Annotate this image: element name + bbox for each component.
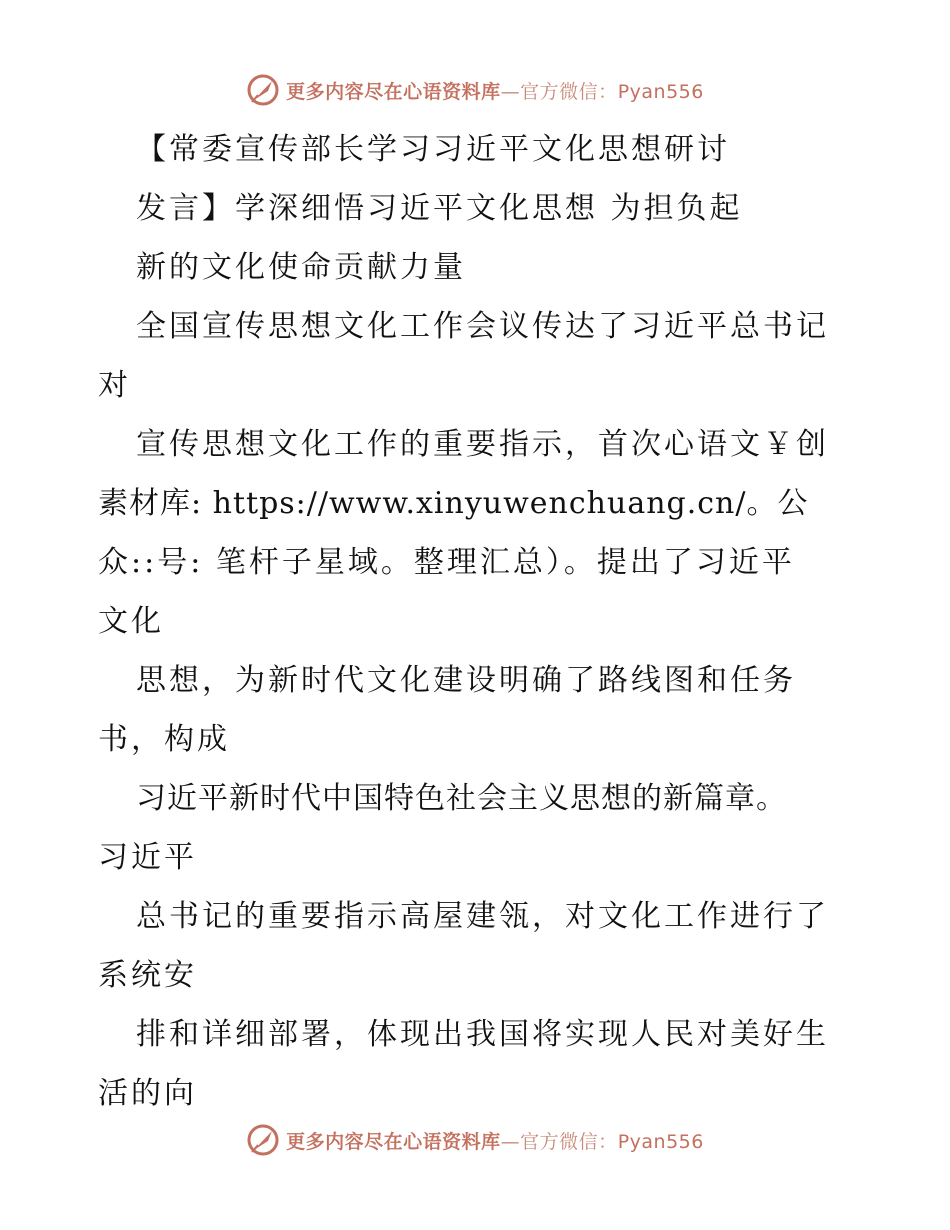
header-banner-text bbox=[286, 77, 704, 104]
paragraph-line: 书，构成 bbox=[98, 722, 230, 757]
title-line: 【常委宣传部长学习习近平文化思想研讨 bbox=[136, 132, 730, 167]
document-body bbox=[98, 120, 868, 1123]
header-wechat-label: 官方微信： bbox=[520, 80, 618, 103]
footer-banner bbox=[0, 1120, 950, 1160]
footer-site-text: 更多内容尽在心语资料库 bbox=[286, 1130, 501, 1153]
paragraph-line: 思想，为新时代文化建设明确了路线图和任务 bbox=[136, 663, 796, 698]
paragraph-line: 全国宣传思想文化工作会议传达了习近平总书记 bbox=[136, 309, 829, 344]
header-dash: — bbox=[500, 80, 521, 103]
paragraph-line: 宣传思想文化工作的重要指示，首次心语文￥创 bbox=[136, 427, 829, 462]
footer-wechat-id: Pyan556 bbox=[617, 1130, 704, 1153]
paragraph-line: 素材库: https://www.xinyuwenchuang.cn/。公 bbox=[98, 486, 809, 521]
quill-logo-icon bbox=[246, 73, 280, 107]
paragraph-line: 总书记的重要指示高屋建瓴，对文化工作进行了 bbox=[136, 899, 829, 934]
header-banner bbox=[0, 70, 950, 110]
paragraph-line: 习近平 bbox=[98, 840, 197, 875]
footer-dash: — bbox=[500, 1130, 521, 1153]
paragraph-line: 众::号: 笔杆子星域。整理汇总）。提出了习近平 bbox=[98, 545, 795, 580]
paragraph-line: 活的向 bbox=[98, 1076, 197, 1111]
paragraph-line: 系统安 bbox=[98, 958, 197, 993]
footer-banner-text bbox=[286, 1127, 704, 1154]
paragraph-line: 对 bbox=[98, 368, 131, 403]
header-wechat-id: Pyan556 bbox=[617, 80, 704, 103]
paragraph-line: 文化 bbox=[98, 604, 164, 639]
title-line: 新的文化使命贡献力量 bbox=[136, 250, 466, 285]
footer-wechat-label: 官方微信： bbox=[520, 1130, 618, 1153]
paragraph-line: 习近平新时代中国特色社会主义思想的新篇章。 bbox=[136, 781, 787, 816]
title-line: 发言】学深细悟习近平文化思想 为担负起 bbox=[136, 191, 743, 226]
header-site-text: 更多内容尽在心语资料库 bbox=[286, 80, 501, 103]
quill-logo-icon bbox=[246, 1123, 280, 1157]
paragraph-line: 排和详细部署，体现出我国将实现人民对美好生 bbox=[136, 1017, 829, 1052]
